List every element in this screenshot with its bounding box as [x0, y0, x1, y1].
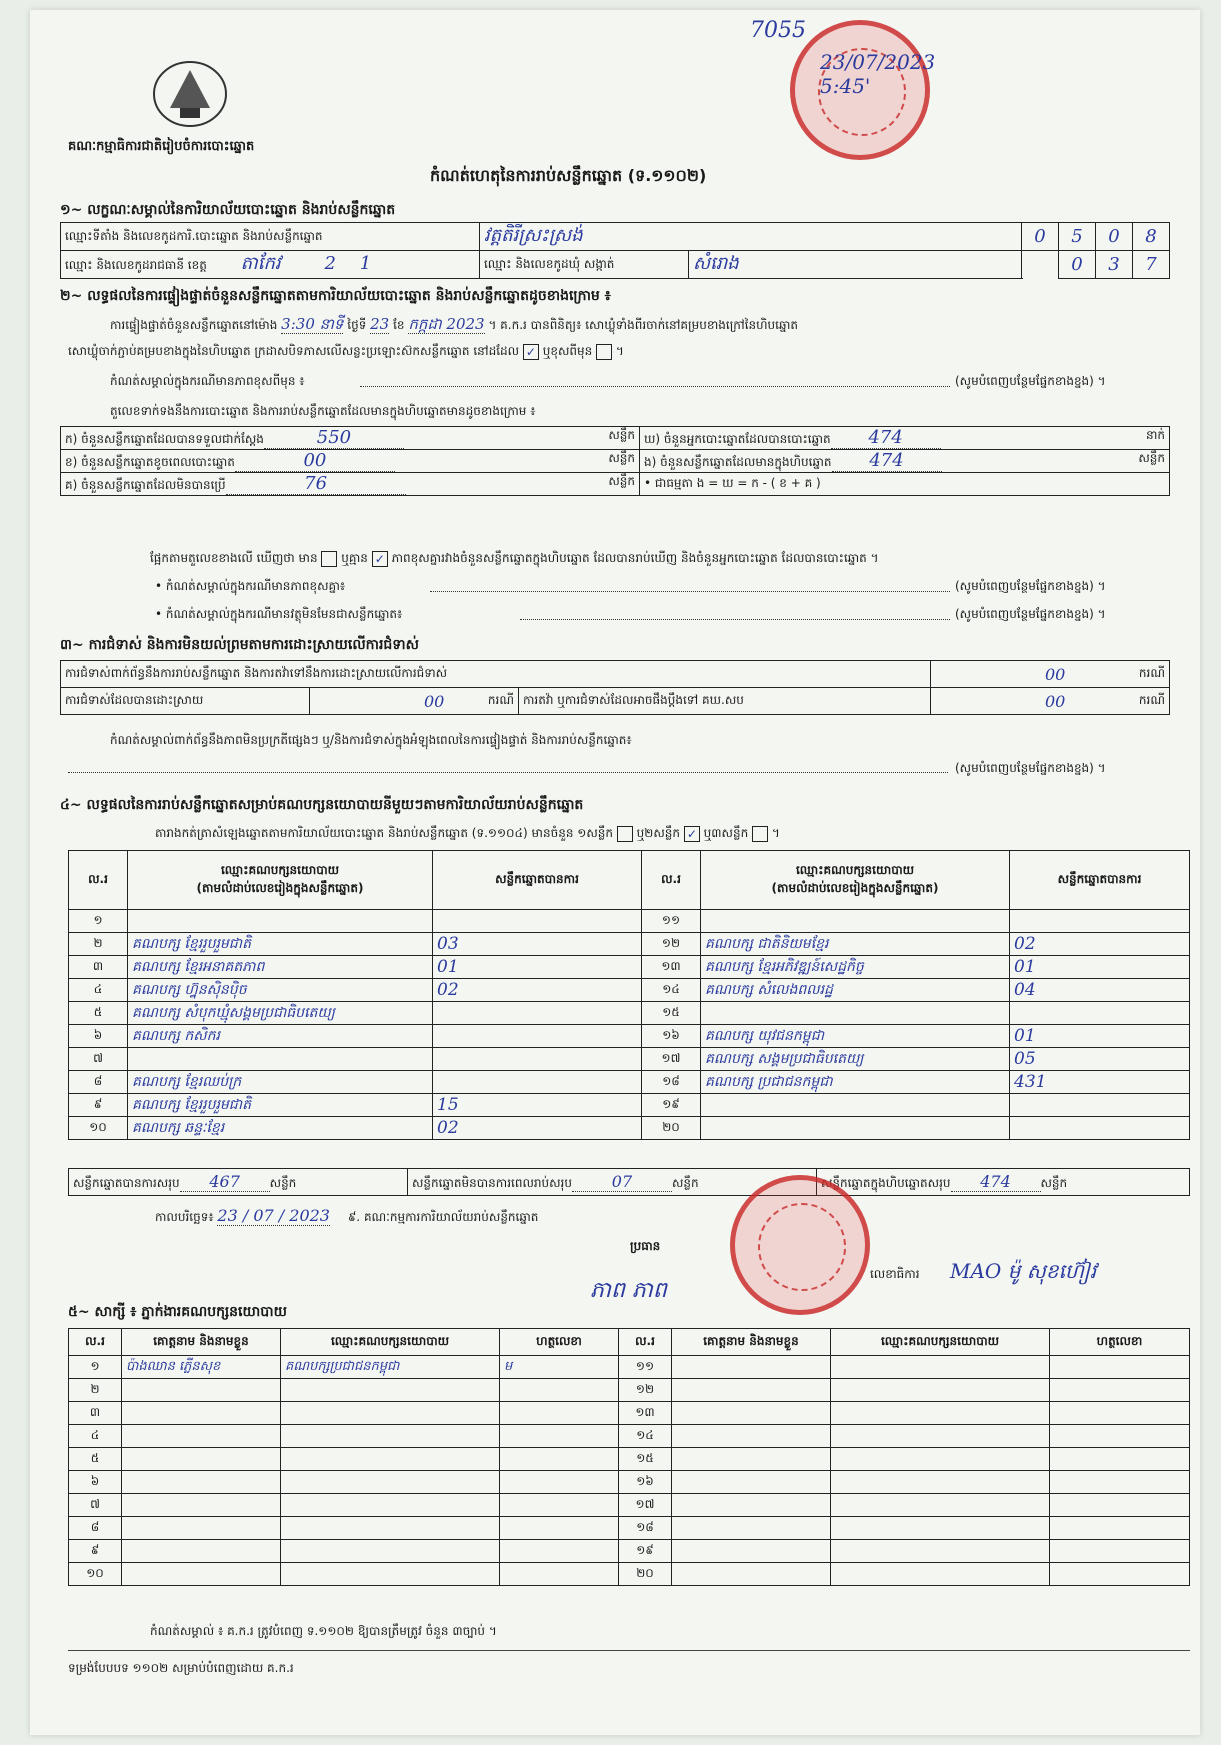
results-row — [69, 1025, 1190, 1048]
party-name: គណបក្ស ខ្មែរអភិវឌ្ឍន៍សេដ្ឋកិច្ច — [701, 956, 1010, 979]
row-b-label: ខ) ចំនួនសន្លឹកឆ្នោតខូចពេលបោះឆ្នោត — [65, 455, 235, 469]
row-no: ១៣ — [619, 1402, 672, 1425]
witness-name — [672, 1356, 831, 1379]
party-name — [701, 1094, 1010, 1117]
row-c-label: គ) ចំនួនសន្លឹកឆ្នោតដែលមិនបានប្រើ — [65, 478, 226, 492]
row-no: ៩ — [69, 1094, 128, 1117]
col-party-sub: (តាមលំដាប់លេខរៀងក្នុងសន្លឹកឆ្នោត) — [196, 881, 364, 895]
witness-party: គណបក្សប្រជាជនកម្ពុជា — [281, 1356, 500, 1379]
complaints-table — [60, 660, 1170, 715]
party-name: គណបក្ស ប្រជាជនកម្ពុជា — [701, 1071, 1010, 1094]
row-no: ៨ — [69, 1071, 128, 1094]
party-votes: 15 — [433, 1094, 642, 1117]
three-sheets-checkbox[interactable] — [752, 826, 768, 842]
witness-signature — [500, 1379, 619, 1402]
section3-hint: (សូមបំពេញបន្ថែមផ្នែកខាងខ្នង) ។ — [955, 761, 1106, 775]
bullet-nonballot: • កំណត់សម្គាល់ក្នុងករណីមានវត្ថុមិនមែនជាសន្លឹកឆ្នោត៖ — [155, 607, 403, 621]
row-no: ១៥ — [642, 1002, 701, 1025]
col-name: គោត្តនាម និងនាមខ្លួន — [122, 1329, 281, 1356]
witness-name — [122, 1448, 281, 1471]
row-no: ១ — [69, 1356, 122, 1379]
witness-party — [281, 1471, 500, 1494]
row-no: ១៨ — [619, 1517, 672, 1540]
section1-table — [60, 222, 1170, 279]
row-no: ២០ — [619, 1563, 672, 1586]
row-no: ១៦ — [619, 1471, 672, 1494]
witness-party — [281, 1448, 500, 1471]
location-code-digit: 0 — [1096, 223, 1133, 251]
results-row — [69, 1071, 1190, 1094]
party-votes: 04 — [1010, 979, 1190, 1002]
witness-signature: ម — [500, 1356, 619, 1379]
results-row — [69, 1002, 1190, 1025]
note-label: កំណត់សម្គាល់ក្នុងករណីមានភាពខុសពីមុន ៖ — [110, 374, 305, 388]
province-label-text: ឈ្មោះ និងលេខកូដរាជធានី ខេត្ត — [65, 258, 207, 272]
witness-row — [69, 1517, 1190, 1540]
footer-note: កំណត់សម្គាល់ ៖ គ.ក.រ ត្រូវបំពេញ ទ.១១០២ ឱ្យបានត្រឹមត្រូវ ចំនួន ៣ច្បាប់ ។ — [150, 1624, 497, 1638]
witness-signature — [1050, 1563, 1190, 1586]
para-text: ឬគ្មាន — [341, 551, 368, 565]
party-votes: 01 — [433, 956, 642, 979]
row-no: ១២ — [619, 1379, 672, 1402]
witness-signature — [1050, 1540, 1190, 1563]
verification-paragraph — [110, 315, 1170, 337]
party-name: គណបក្ស ខ្មែរអនាគតភាព — [128, 956, 433, 979]
row-no: ១៩ — [642, 1094, 701, 1117]
row-no: ១២ — [642, 933, 701, 956]
party-name: គណបក្ស យុវជនកម្ពុជា — [701, 1025, 1010, 1048]
witness-signature — [1050, 1517, 1190, 1540]
row-no: ៣ — [69, 956, 128, 979]
results-row — [69, 1117, 1190, 1140]
location-code-digit: 0 — [1022, 223, 1059, 251]
resolved-label: ការជំទាស់ដែលបានដោះស្រាយ — [61, 688, 310, 715]
witness-party — [831, 1517, 1050, 1540]
party-votes — [433, 1025, 642, 1048]
bullet-hint: (សូមបំពេញបន្ថែមផ្នែកខាងខ្នង) ។ — [955, 579, 1106, 593]
resolved-value: 00 — [424, 691, 445, 711]
witness-row — [69, 1540, 1190, 1563]
party-votes: 01 — [1010, 1025, 1190, 1048]
witness-row — [69, 1425, 1190, 1448]
party-votes: 02 — [433, 1117, 642, 1140]
party-votes: 02 — [433, 979, 642, 1002]
time-value: 3:30 នាទី — [281, 315, 344, 333]
row-no: ១៤ — [619, 1425, 672, 1448]
col-party-title: ឈ្មោះគណបក្សនយោបាយ — [795, 863, 915, 877]
changed-checkbox[interactable] — [596, 344, 612, 360]
unit: ករណី — [1138, 692, 1165, 707]
col-votes: សន្លឹកឆ្នោតបានការ — [433, 851, 642, 910]
province-label — [61, 251, 480, 279]
witness-name — [122, 1402, 281, 1425]
unit: នាក់ — [1145, 428, 1165, 442]
party-name — [701, 1117, 1010, 1140]
received-ballots-value: 550 — [264, 427, 404, 449]
province-value: តាកែវ — [240, 253, 281, 274]
witness-party — [281, 1425, 500, 1448]
province-code-digit: 2 — [324, 253, 336, 274]
witness-party — [831, 1425, 1050, 1448]
party-votes — [433, 1002, 642, 1025]
witness-row — [69, 1402, 1190, 1425]
compare-line — [150, 550, 1170, 568]
witness-row — [69, 1448, 1190, 1471]
witness-party — [831, 1471, 1050, 1494]
witness-name: ប៉ាងឈាន ភ្លើនសុខ — [122, 1356, 281, 1379]
row-e-label: ង) ចំនួនសន្លឹកឆ្នោតដែលមានក្នុងហិបឆ្នោត — [644, 455, 832, 469]
unit: សន្លឹក — [1138, 451, 1165, 465]
party-name: គណបក្ស ហ្វ៊ុនស៊ិនប៉ិច — [128, 979, 433, 1002]
voters-value: 474 — [831, 427, 941, 449]
note-line — [360, 386, 950, 387]
witness-row — [69, 1494, 1190, 1517]
two-sheets-checkbox[interactable]: ✓ — [684, 826, 700, 842]
party-votes — [433, 1071, 642, 1094]
results-row — [69, 933, 1190, 956]
para-text: សោឃ្លុំចាក់ភ្ជាប់គម្របខាងក្នុងនៃហិបឆ្នោត ក្រដាសបិទភាសលើសន្លះប្រឡោះស៊កសន្លឹកឆ្នោត នៅដដែល — [68, 344, 520, 358]
witness-party — [831, 1563, 1050, 1586]
row-no: ៧ — [69, 1048, 128, 1071]
witness-name — [672, 1448, 831, 1471]
party-votes — [433, 910, 642, 933]
section4-intro — [155, 825, 1165, 843]
para-text: ការផ្ទៀងផ្ទាត់ចំនួនសន្លឹកឆ្នោតនៅម៉ោង — [110, 318, 278, 332]
row-no: ១ — [69, 910, 128, 933]
form-page — [30, 10, 1200, 1735]
formula-text: • ជាធម្មតា ង = ឃ = ក - ( ខ + គ ) — [644, 476, 821, 490]
spoiled-ballots-value: 00 — [235, 450, 395, 472]
row-no: ៤ — [69, 1425, 122, 1448]
total-invalid-value: 07 — [572, 1172, 672, 1192]
witness-name — [122, 1494, 281, 1517]
witness-party — [281, 1402, 500, 1425]
row-no: ១៧ — [619, 1494, 672, 1517]
row-no: ១៥ — [619, 1448, 672, 1471]
row-no: ១៤ — [642, 979, 701, 1002]
form-title: កំណត់ហេតុនៃការរាប់សន្លឹកឆ្នោត (ទ.១១០២) — [430, 166, 707, 185]
party-name: គណបក្ស ខ្មែររួបរួមជាតិ — [128, 1094, 433, 1117]
org-name: គណៈកម្មាធិការជាតិរៀបចំការបោះឆ្នោត — [68, 139, 255, 154]
witness-name — [672, 1563, 831, 1586]
commune-code-digit: 3 — [1096, 251, 1133, 279]
row-no: ១១ — [642, 910, 701, 933]
witness-name — [122, 1425, 281, 1448]
commune-code-digit: 0 — [1059, 251, 1096, 279]
bullet-line — [430, 591, 950, 592]
unchanged-checkbox[interactable]: ✓ — [523, 344, 539, 360]
row-no: ៧ — [69, 1494, 122, 1517]
unit: ករណី — [487, 692, 514, 707]
results-table — [68, 850, 1190, 1140]
no-difference-checkbox[interactable]: ✓ — [372, 551, 388, 567]
row-no: ២ — [69, 933, 128, 956]
chair-signature: ភាព ភាព — [590, 1278, 667, 1303]
witness-name — [672, 1540, 831, 1563]
witness-name — [122, 1379, 281, 1402]
unit: សន្លឹក — [269, 1175, 297, 1190]
witness-row — [69, 1471, 1190, 1494]
witness-name — [672, 1425, 831, 1448]
witness-name — [672, 1402, 831, 1425]
col-no: ល.រ — [69, 851, 128, 910]
note-line — [68, 772, 948, 773]
para-text: តារាងកត់ត្រាសំឡេងឆ្នោតតាមការិយាល័យបោះឆ្នោត និងរាប់សន្លឹកឆ្នោត (ទ.១១០៤) មានចំនួន ១សន្លឹក — [155, 826, 613, 840]
stamp-handwritten: 23/07/2023 5:45' — [820, 50, 936, 98]
para-text: ឬ២សន្លឹក — [636, 826, 681, 840]
committee-label: ៩. គណៈកម្មការការិយាល័យរាប់សន្លឹកឆ្នោត — [347, 1210, 539, 1224]
appeal-label: ការតវ៉ា ឬការជំទាស់ដែលអាចផឹងប្តឹងទៅ គឃ.សប — [519, 688, 931, 715]
complaints-label: ការជំទាស់ពាក់ព័ន្ធនឹងការរាប់សន្លឹកឆ្នោត និងការតវ៉ាទៅនឹងការដោះស្រាយលើការជំទាស់ — [61, 661, 931, 688]
row-no: ១០ — [69, 1563, 122, 1586]
unit: ករណី — [1138, 665, 1165, 680]
witness-signature — [1050, 1448, 1190, 1471]
total-valid-value: 467 — [180, 1172, 270, 1192]
row-no: ៥ — [69, 1002, 128, 1025]
witness-party — [831, 1356, 1050, 1379]
official-stamp-bottom — [730, 1175, 870, 1315]
col-party-title: ឈ្មោះគណបក្សនយោបាយ — [220, 863, 340, 877]
witness-signature — [1050, 1402, 1190, 1425]
row-no: ១០ — [69, 1117, 128, 1140]
witness-signature — [500, 1402, 619, 1425]
witness-signature — [500, 1517, 619, 1540]
stamp-code: 7055 — [750, 18, 806, 43]
bullet-hint: (សូមបំពេញបន្ថែមផ្នែកខាងខ្នង) ។ — [955, 607, 1106, 621]
section3-note: កំណត់សម្គាល់ពាក់ព័ន្ធនឹងភាពមិនប្រក្រតីផ្សេងៗ ឬ/និងការជំទាស់ក្នុងអំឡុងពេលនៃការផ្ទៀងផ្ទាត់ និងការរាប់សន្លឹកឆ្នោត៖ — [110, 733, 632, 747]
one-sheet-checkbox[interactable] — [617, 826, 633, 842]
witness-signature — [500, 1425, 619, 1448]
para-text: ផ្អែកតាមតួលេខខាងលើ ឃើញថា មាន — [150, 551, 318, 565]
form-footer: ទម្រង់បែបបទ ១១០២ សម្រាប់បំពេញដោយ គ.ក.រ — [68, 1661, 294, 1675]
col-party: ឈ្មោះគណបក្សនយោបាយ — [831, 1329, 1050, 1356]
total-box-label: សន្លឹកឆ្នោតក្នុងហិបឆ្នោតសរុប — [821, 1175, 951, 1190]
party-name — [128, 910, 433, 933]
row-no: ១៩ — [619, 1540, 672, 1563]
unit: សន្លឹក — [608, 428, 635, 442]
footer-divider — [68, 1650, 1190, 1651]
numbers-intro: តួលេខទាក់ទងនឹងការបោះឆ្នោត និងការរាប់សន្លឹកឆ្នោតដែលមានក្នុងហិបឆ្នោតមានដូចខាងក្រោម ៖ — [110, 404, 536, 418]
total-valid-label: សន្លឹកឆ្នោតបានការសរុប — [73, 1175, 180, 1190]
secretary-name: MAO ម៉ូ សុខហ៊ៀវ — [950, 1259, 1097, 1283]
witness-name — [122, 1563, 281, 1586]
location-value: វត្តតិរីស្រះស្រង់ — [480, 223, 1022, 251]
witness-signature — [1050, 1494, 1190, 1517]
para-text: ។ — [771, 826, 780, 840]
witness-name — [672, 1494, 831, 1517]
row-no: ៣ — [69, 1402, 122, 1425]
totals-table — [68, 1168, 1190, 1196]
para-text: ភាពខុសគ្នារវាងចំនួនសន្លឹកឆ្នោតក្នុងហិបឆ្នោត ដែលបានរាប់ឃើញ និងចំនួនអ្នកបោះឆ្នោត ដែលបានបោះឆ្នោត ។ — [391, 551, 879, 565]
party-votes: 05 — [1010, 1048, 1190, 1071]
results-row — [69, 979, 1190, 1002]
location-label: ឈ្មោះទីតាំង និងលេខកូដការិ.បោះឆ្នោត និងរាប់សន្លឹកឆ្នោត — [61, 223, 480, 251]
numbers-table — [60, 426, 1170, 496]
para-text: ឬខុសពីមុន — [542, 344, 593, 358]
witness-name — [672, 1517, 831, 1540]
party-name: គណបក្ស សំលេងពលរដ្ឋ — [701, 979, 1010, 1002]
witness-signature — [1050, 1471, 1190, 1494]
commune-code-digit: 7 — [1133, 251, 1170, 279]
row-no: ២ — [69, 1379, 122, 1402]
row-no: ១៧ — [642, 1048, 701, 1071]
party-votes — [1010, 1117, 1190, 1140]
party-name: គណបក្ស សង្គមប្រជាធិបតេយ្យ — [701, 1048, 1010, 1071]
row-no: ៥ — [69, 1448, 122, 1471]
commune-value: សំរោង — [689, 251, 1022, 279]
col-no: ល.រ — [619, 1329, 672, 1356]
party-name: គណបក្ស កសិករ — [128, 1025, 433, 1048]
witness-table — [68, 1328, 1190, 1586]
col-party-sub: (តាមលំដាប់លេខរៀងក្នុងសន្លឹកឆ្នោត) — [771, 881, 939, 895]
witness-party — [831, 1402, 1050, 1425]
results-row — [69, 956, 1190, 979]
witness-row — [69, 1356, 1190, 1379]
witness-signature — [500, 1471, 619, 1494]
party-votes: 01 — [1010, 956, 1190, 979]
results-row — [69, 1094, 1190, 1117]
section1-title: ១~ លក្ខណៈសម្គាល់នៃការិយាល័យបោះឆ្នោត និងរាប់សន្លឹកឆ្នោត — [60, 202, 396, 218]
bullet-difference: • កំណត់សម្គាល់ក្នុងករណីមានភាពខុសគ្នា៖ — [155, 579, 346, 593]
results-row — [69, 910, 1190, 933]
para-text: ខែ — [393, 318, 405, 332]
party-votes — [1010, 910, 1190, 933]
row-a-label: ក) ចំនួនសន្លឹកឆ្នោតដែលបានទទួលជាក់ស្តែង — [65, 432, 264, 446]
party-name: គណបក្ស ឆន្ទៈខ្មែរ — [128, 1117, 433, 1140]
row-d-label: ឃ) ចំនួនអ្នកបោះឆ្នោតដែលបានបោះឆ្នោត — [644, 432, 831, 446]
witness-name — [672, 1471, 831, 1494]
witness-name — [122, 1540, 281, 1563]
col-party — [128, 851, 433, 910]
note-hint: (សូមបំពេញបន្ថែមផ្នែកខាងខ្នង) ។ — [955, 374, 1106, 388]
party-name: គណបក្ស ខ្មែរឈប់ក្រ — [128, 1071, 433, 1094]
unused-ballots-value: 76 — [226, 473, 406, 495]
row-no: ១១ — [619, 1356, 672, 1379]
col-party: ឈ្មោះគណបក្សនយោបាយ — [281, 1329, 500, 1356]
para-text: ។ — [615, 344, 624, 358]
party-name — [128, 1048, 433, 1071]
witness-party — [831, 1448, 1050, 1471]
col-sign: ហត្ថលេខា — [500, 1329, 619, 1356]
total-invalid-label: សន្លឹកឆ្នោតមិនបានការពេលរាប់សរុប — [412, 1175, 572, 1190]
party-votes: 431 — [1010, 1071, 1190, 1094]
witness-name — [672, 1379, 831, 1402]
commune-label: ឈ្មោះ និងលេខកូដឃុំ សង្កាត់ — [480, 251, 689, 279]
col-name: គោត្តនាម និងនាមខ្លួន — [672, 1329, 831, 1356]
unit: សន្លឹក — [671, 1175, 699, 1190]
date-label: កាលបរិច្ឆេទ៖ — [155, 1210, 214, 1224]
bullet-line — [520, 619, 950, 620]
party-votes — [1010, 1094, 1190, 1117]
day-value: 23 — [370, 315, 390, 333]
witness-signature — [500, 1563, 619, 1586]
complaints-value: 00 — [1045, 664, 1066, 684]
section2-title: ២~ លទ្ធផលនៃការផ្ទៀងផ្ទាត់ចំនួនសន្លឹកឆ្នោតតាមការិយាល័យបោះឆ្នោត និងរាប់សន្លឹកឆ្នោតដូចខាងក្រោម ៖ — [60, 288, 611, 304]
row-no: ៦ — [69, 1471, 122, 1494]
unit: សន្លឹក — [608, 474, 635, 488]
witness-party — [831, 1540, 1050, 1563]
witness-party — [831, 1494, 1050, 1517]
party-name — [701, 910, 1010, 933]
party-votes: 02 — [1010, 933, 1190, 956]
witness-party — [281, 1563, 500, 1586]
month-value: កក្កដា 2023 — [408, 315, 485, 333]
has-difference-checkbox[interactable] — [321, 551, 337, 567]
witness-party — [281, 1540, 500, 1563]
party-votes: 03 — [433, 933, 642, 956]
province-code-digit: 1 — [359, 253, 372, 274]
col-votes: សន្លឹកឆ្នោតបានការ — [1010, 851, 1190, 910]
witness-party — [281, 1494, 500, 1517]
col-no: ល.រ — [69, 1329, 122, 1356]
witness-signature — [500, 1540, 619, 1563]
date-value: 23 / 07 / 2023 — [217, 1206, 330, 1225]
party-name: គណបក្ស សំបុកឃ្មុំសង្គមប្រជាធិបតេយ្យ — [128, 1002, 433, 1025]
row-no: ១៦ — [642, 1025, 701, 1048]
witness-name — [122, 1471, 281, 1494]
para-text: ។ គ.ក.រ បានពិនិត្យ៖ សោឃ្លុំទាំងពីរចាក់នៅគម្របខាងក្រៅនៃហិបឆ្នោត — [488, 318, 799, 332]
nec-emblem-icon — [150, 58, 230, 130]
party-name: គណបក្ស ខ្មែររួបរួមជាតិ — [128, 933, 433, 956]
witness-party — [281, 1517, 500, 1540]
ballots-in-box-value: 474 — [832, 450, 942, 472]
section5-title: ៥~ សាក្សី ៖ ភ្នាក់ងារគណបក្សនយោបាយ — [68, 1304, 287, 1320]
party-name: គណបក្ស ជាតិនិយមខ្មែរ — [701, 933, 1010, 956]
section4-title: ៤~ លទ្ធផលនៃការរាប់សន្លឹកឆ្នោតសម្រាប់គណបក្សនយោបាយនីមួយៗតាមការិយាល័យរាប់សន្លឹកឆ្នោត — [60, 797, 584, 813]
witness-party — [281, 1379, 500, 1402]
party-votes — [1010, 1002, 1190, 1025]
location-code-digit: 5 — [1059, 223, 1096, 251]
secretary-label: លេខាធិការ — [870, 1267, 920, 1281]
row-no: ៦ — [69, 1025, 128, 1048]
row-no: ៩ — [69, 1540, 122, 1563]
witness-party — [831, 1379, 1050, 1402]
party-votes — [433, 1048, 642, 1071]
row-no: ១៨ — [642, 1071, 701, 1094]
location-code-digit: 8 — [1133, 223, 1170, 251]
chair-label: ប្រធាន — [630, 1239, 661, 1253]
para-text: ថ្ងៃទី — [347, 318, 367, 332]
para-text: ឬ៣សន្លឹក — [703, 826, 749, 840]
witness-signature — [1050, 1379, 1190, 1402]
witness-signature — [1050, 1356, 1190, 1379]
witness-signature — [1050, 1425, 1190, 1448]
witness-row — [69, 1563, 1190, 1586]
col-sign: ហត្ថលេខា — [1050, 1329, 1190, 1356]
results-row — [69, 1048, 1190, 1071]
unit: សន្លឹក — [608, 451, 635, 465]
appeal-value: 00 — [1045, 691, 1066, 711]
witness-row — [69, 1379, 1190, 1402]
row-no: ៨ — [69, 1517, 122, 1540]
date-line — [155, 1206, 538, 1227]
row-no: ១៣ — [642, 956, 701, 979]
witness-name — [122, 1517, 281, 1540]
unit: សន្លឹក — [1040, 1175, 1068, 1190]
col-party — [701, 851, 1010, 910]
total-box-value: 474 — [951, 1172, 1041, 1192]
row-no: ២០ — [642, 1117, 701, 1140]
col-no: ល.រ — [642, 851, 701, 910]
party-name — [701, 1002, 1010, 1025]
section3-title: ៣~ ការជំទាស់ និងការមិនយល់ព្រមតាមការដោះស្រាយលើការជំទាស់ — [60, 637, 419, 653]
witness-signature — [500, 1494, 619, 1517]
row-no: ៤ — [69, 979, 128, 1002]
verification-paragraph-2 — [68, 343, 1168, 361]
witness-signature — [500, 1448, 619, 1471]
